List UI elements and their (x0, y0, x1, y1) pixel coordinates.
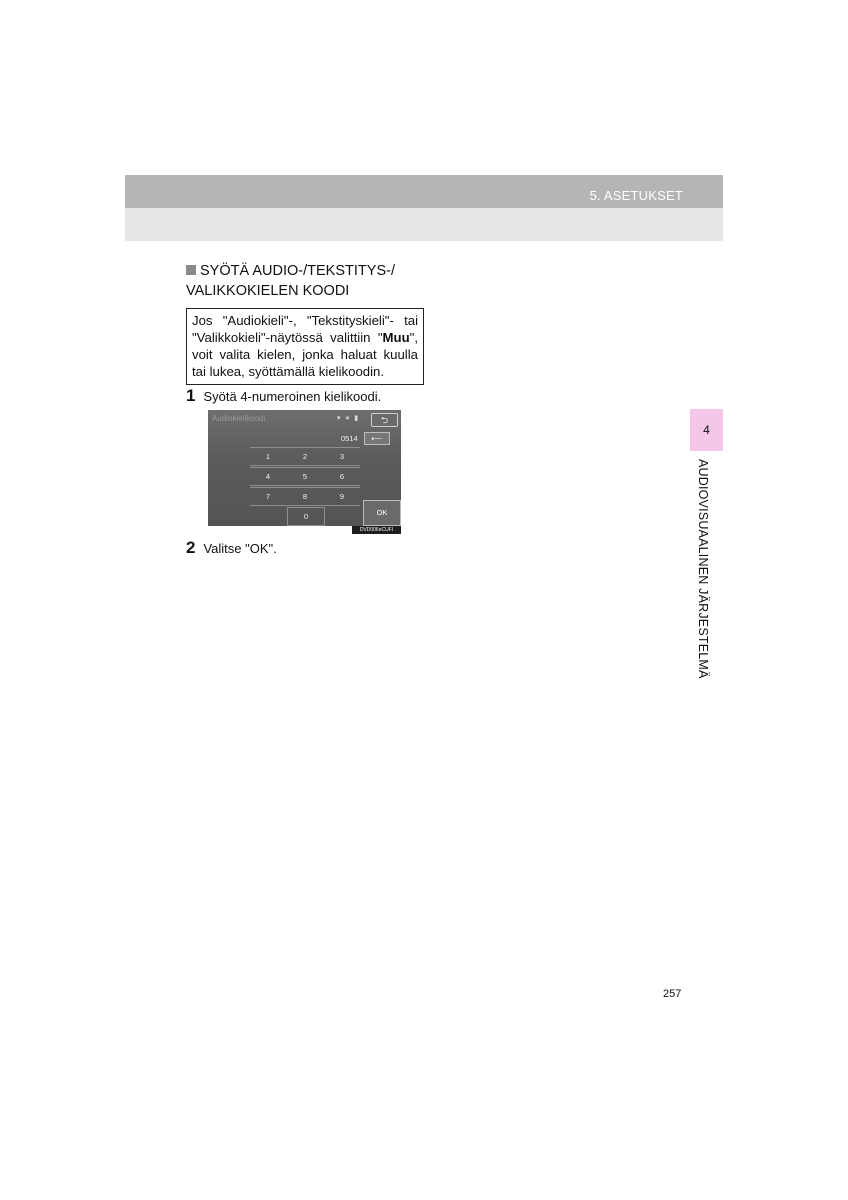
step-text: Valitse "OK". (203, 541, 277, 556)
section-title: 5. ASETUKSET (589, 188, 683, 203)
square-bullet-icon (186, 265, 196, 275)
key-8[interactable]: 8 (302, 492, 308, 501)
step-2 (186, 538, 277, 558)
step-text: Syötä 4-numeroinen kielikoodi. (203, 389, 382, 404)
section-heading-text: SYÖTÄ AUDIO-/TEKSTITYS-/ VALIKKOKIELEN KOODI (186, 263, 395, 299)
step-number: 2 (186, 538, 196, 557)
screen-title: Audiokielikoodi (212, 414, 266, 423)
key-3[interactable]: 3 (339, 452, 345, 461)
image-code-label: DVD006eCUFI (352, 526, 401, 534)
header-subbar (125, 208, 723, 241)
key-7[interactable]: 7 (265, 492, 271, 501)
key-1[interactable]: 1 (265, 452, 271, 461)
info-text-before: Jos "Audiokieli"-, "Tekstityskieli"- tai "Valikkokieli"-näytössä valittiin " (192, 313, 418, 345)
code-display: 0514 (341, 434, 358, 443)
back-button[interactable]: ⮌ (371, 413, 398, 427)
key-0[interactable]: 0 (287, 507, 325, 526)
keypad-row (250, 467, 360, 486)
chapter-label: AUDIOVISUAALINEN JÄRJESTELMÄ (696, 459, 710, 679)
key-5[interactable]: 5 (302, 472, 308, 481)
info-bold-term: Muu (382, 330, 410, 345)
key-4[interactable]: 4 (265, 472, 271, 481)
keypad-row (250, 487, 360, 506)
page-number: 257 (663, 988, 682, 1000)
chapter-tab: 4 (690, 409, 723, 451)
info-text-after: ", voit valita kielen, jonka haluat kuulla tai lukea, syöttämällä kielikoodin. (192, 330, 418, 379)
ok-button[interactable]: OK (363, 500, 401, 526)
status-icons: ▾ ∗ ▮ (337, 415, 360, 422)
key-6[interactable]: 6 (339, 472, 345, 481)
delete-button[interactable]: ⟵ (364, 432, 390, 445)
keypad-screenshot (208, 410, 401, 526)
key-2[interactable]: 2 (302, 452, 308, 461)
header-bar (125, 175, 723, 208)
section-heading (186, 261, 426, 301)
step-1 (186, 386, 381, 406)
keypad-row (250, 447, 360, 466)
key-9[interactable]: 9 (339, 492, 345, 501)
info-box (186, 308, 424, 385)
step-number: 1 (186, 386, 196, 405)
